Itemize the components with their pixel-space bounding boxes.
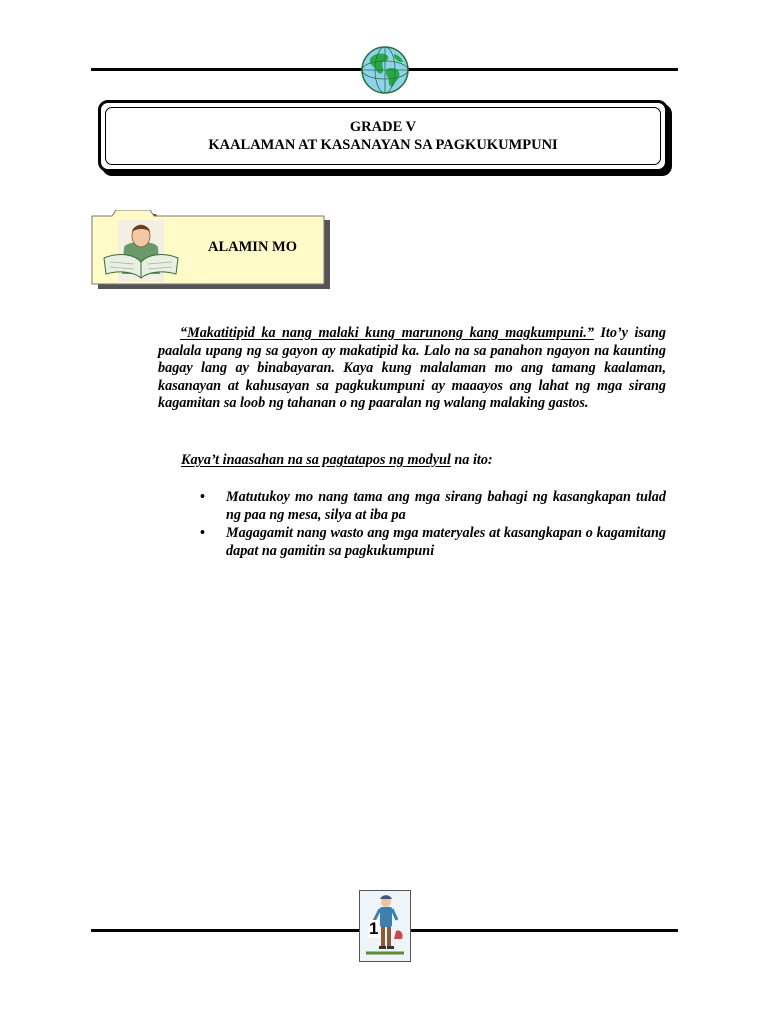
objectives-lead-underlined: Kaya’t inaasahan na sa pagtatapos ng modyul [181,452,451,468]
objectives-list [200,489,666,561]
intro-paragraph [158,325,666,413]
section-label: ALAMIN MO [208,239,298,255]
list-item: • Matutukoy mo nang tama ang mga sirang bahagi ng kasangkapan tulad ng paa ng mesa, silya at iba pa [200,489,666,524]
globe-icon [360,45,410,95]
objectives-lead [181,452,493,469]
page-number: 1 [369,919,379,938]
page-number-frame [359,890,411,962]
grade-title: GRADE V [349,119,417,135]
title-inner [105,107,661,165]
objectives-lead-rest: na ito: [450,452,493,468]
title-box [98,100,668,172]
intro-body: Ito’y isang paalala upang ng sa gayon ay makatipid ka. Lalo na sa panahon ngayon na kaunting bagay lang ay binabayaran. Kaya kung malalaman mo ang tamang kaalaman, kasanayan at kahusayan sa pagkukumpuni ay maaayos ang lahat ng mga sirang kagamitan sa loob ng tahanan o ng paaralan ng walang malaking gastos. [158,325,666,411]
reading-person-icon [100,218,182,284]
intro-quote: “Makatitipid ka nang malaki kung marunong kang magkumpuni.” [180,325,594,341]
list-item: • Magagamit nang wasto ang mga materyales at kasangkapan o kagamitang dapat na gamitin sa pagkukumpuni [200,525,666,560]
subject-title: KAALAMAN AT KASANAYAN SA PAGKUKUMPUNI [208,137,558,153]
